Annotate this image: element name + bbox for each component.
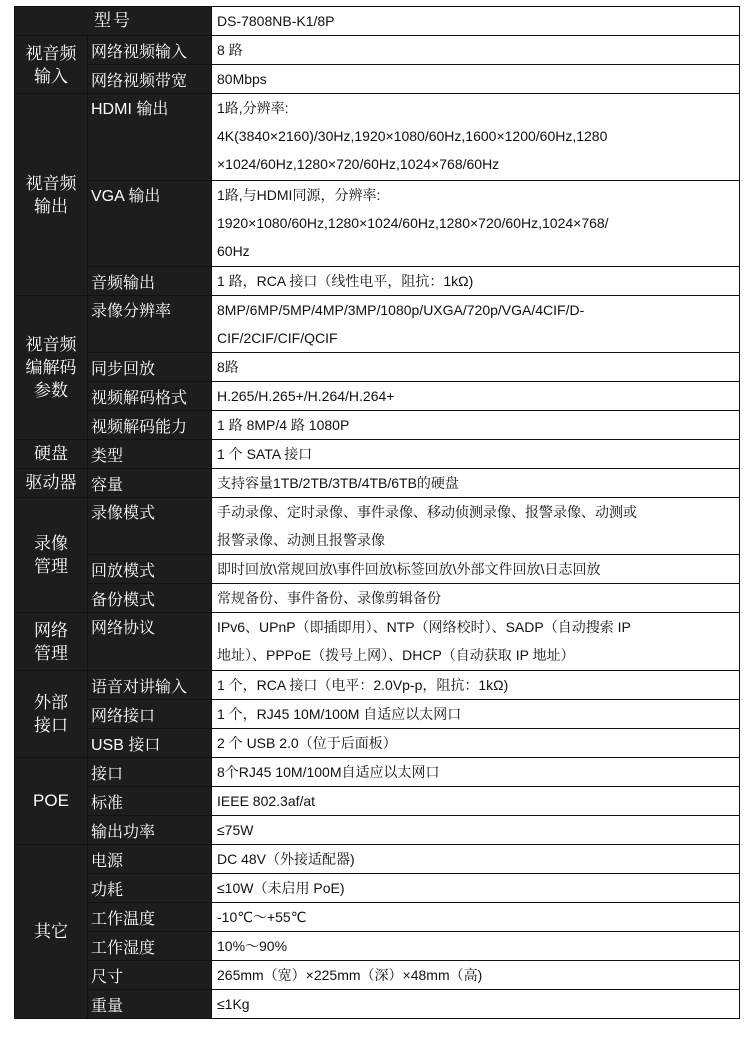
value-poe-power: ≤75W [212,816,740,845]
label-poe-port: 接口 [88,758,212,787]
value-disk-type: 1 个 SATA 接口 [212,440,740,469]
value-network-protocol: IPv6、UPnP（即插即用）、NTP（网络校时）、SADP（自动搜索 IP 地址）、PPPoE（拨号上网）、DHCP（自动获取 IP 地址） [212,613,740,671]
value-poe-port: 8个RJ45 10M/100M自适应以太网口 [212,758,740,787]
label-record-resolution: 录像分辨率 [88,296,212,353]
label-usb-port: USB 接口 [88,729,212,758]
value-hdmi-output: 1路,分辨率: 4K(3840×2160)/30Hz,1920×1080/60Hz,1600×1200/60Hz,1280 ×1024/60Hz,1280×720/60Hz,1024×768/60Hz [212,94,740,181]
model-label: 型号 [15,7,212,36]
label-backup-mode: 备份模式 [88,584,212,613]
label-disk-type: 类型 [88,440,212,469]
label-poe-standard: 标准 [88,787,212,816]
value-decode-format: H.265/H.265+/H.264/H.264+ [212,382,740,411]
label-dimensions: 尺寸 [88,961,212,990]
value-talk-input: 1 个，RCA 接口（电平：2.0Vp-p，阻抗：1kΩ) [212,671,740,700]
category-interface: 外部 接口 [15,671,88,758]
value-sync-playback: 8路 [212,353,740,382]
label-power-consumption: 功耗 [88,874,212,903]
category-other: 其它 [15,845,88,1019]
value-network-port: 1 个，RJ45 10M/100M 自适应以太网口 [212,700,740,729]
value-working-humidity: 10%～90% [212,932,740,961]
category-drive: 驱动器 [15,469,88,498]
label-audio-output: 音频输出 [88,267,212,296]
value-power-consumption: ≤10W（未启用 PoE) [212,874,740,903]
value-poe-standard: IEEE 802.3af/at [212,787,740,816]
label-disk-capacity: 容量 [88,469,212,498]
model-row [15,7,740,36]
value-audio-output: 1 路，RCA 接口（线性电平，阻抗：1kΩ) [212,267,740,296]
label-network-video-input: 网络视频输入 [88,36,212,65]
value-network-video-input: 8 路 [212,36,740,65]
label-network-port: 网络接口 [88,700,212,729]
value-playback-mode: 即时回放\常规回放\事件回放\标签回放\外部文件回放\日志回放 [212,555,740,584]
label-hdmi-output: HDMI 输出 [88,94,212,181]
label-network-video-bandwidth: 网络视频带宽 [88,65,212,94]
category-network: 网络 管理 [15,613,88,671]
label-record-mode: 录像模式 [88,498,212,555]
value-record-resolution: 8MP/6MP/5MP/4MP/3MP/1080p/UXGA/720p/VGA/4CIF/D- CIF/2CIF/CIF/QCIF [212,296,740,353]
value-usb-port: 2 个 USB 2.0（位于后面板） [212,729,740,758]
value-disk-capacity: 支持容量1TB/2TB/3TB/4TB/6TB的硬盘 [212,469,740,498]
value-decode-capability: 1 路 8MP/4 路 1080P [212,411,740,440]
value-network-video-bandwidth: 80Mbps [212,65,740,94]
category-av-output: 视音频 输出 [15,94,88,296]
label-decode-format: 视频解码格式 [88,382,212,411]
label-sync-playback: 同步回放 [88,353,212,382]
category-recording: 录像 管理 [15,498,88,613]
category-poe: POE [15,758,88,845]
value-vga-output: 1路,与HDMI同源，分辨率: 1920×1080/60Hz,1280×1024/60Hz,1280×720/60Hz,1024×768/ 60Hz [212,181,740,267]
value-power-supply: DC 48V（外接适配器) [212,845,740,874]
category-av-input: 视音频 输入 [15,36,88,94]
label-working-humidity: 工作湿度 [88,932,212,961]
value-dimensions: 265mm（宽）×225mm（深）×48mm（高) [212,961,740,990]
label-talk-input: 语音对讲输入 [88,671,212,700]
label-vga-output: VGA 输出 [88,181,212,267]
value-backup-mode: 常规备份、事件备份、录像剪辑备份 [212,584,740,613]
label-power-supply: 电源 [88,845,212,874]
label-poe-power: 输出功率 [88,816,212,845]
category-codec: 视音频 编解码 参数 [15,296,88,440]
label-working-temperature: 工作温度 [88,903,212,932]
value-record-mode: 手动录像、定时录像、事件录像、移动侦测录像、报警录像、动测或 报警录像、动测且报警录像 [212,498,740,555]
value-working-temperature: -10℃～+55℃ [212,903,740,932]
label-playback-mode: 回放模式 [88,555,212,584]
label-decode-capability: 视频解码能力 [88,411,212,440]
model-value: DS-7808NB-K1/8P [212,7,740,36]
label-weight: 重量 [88,990,212,1019]
label-network-protocol: 网络协议 [88,613,212,671]
value-weight: ≤1Kg [212,990,740,1019]
category-disk: 硬盘 [15,440,88,469]
spec-table [14,6,740,1019]
